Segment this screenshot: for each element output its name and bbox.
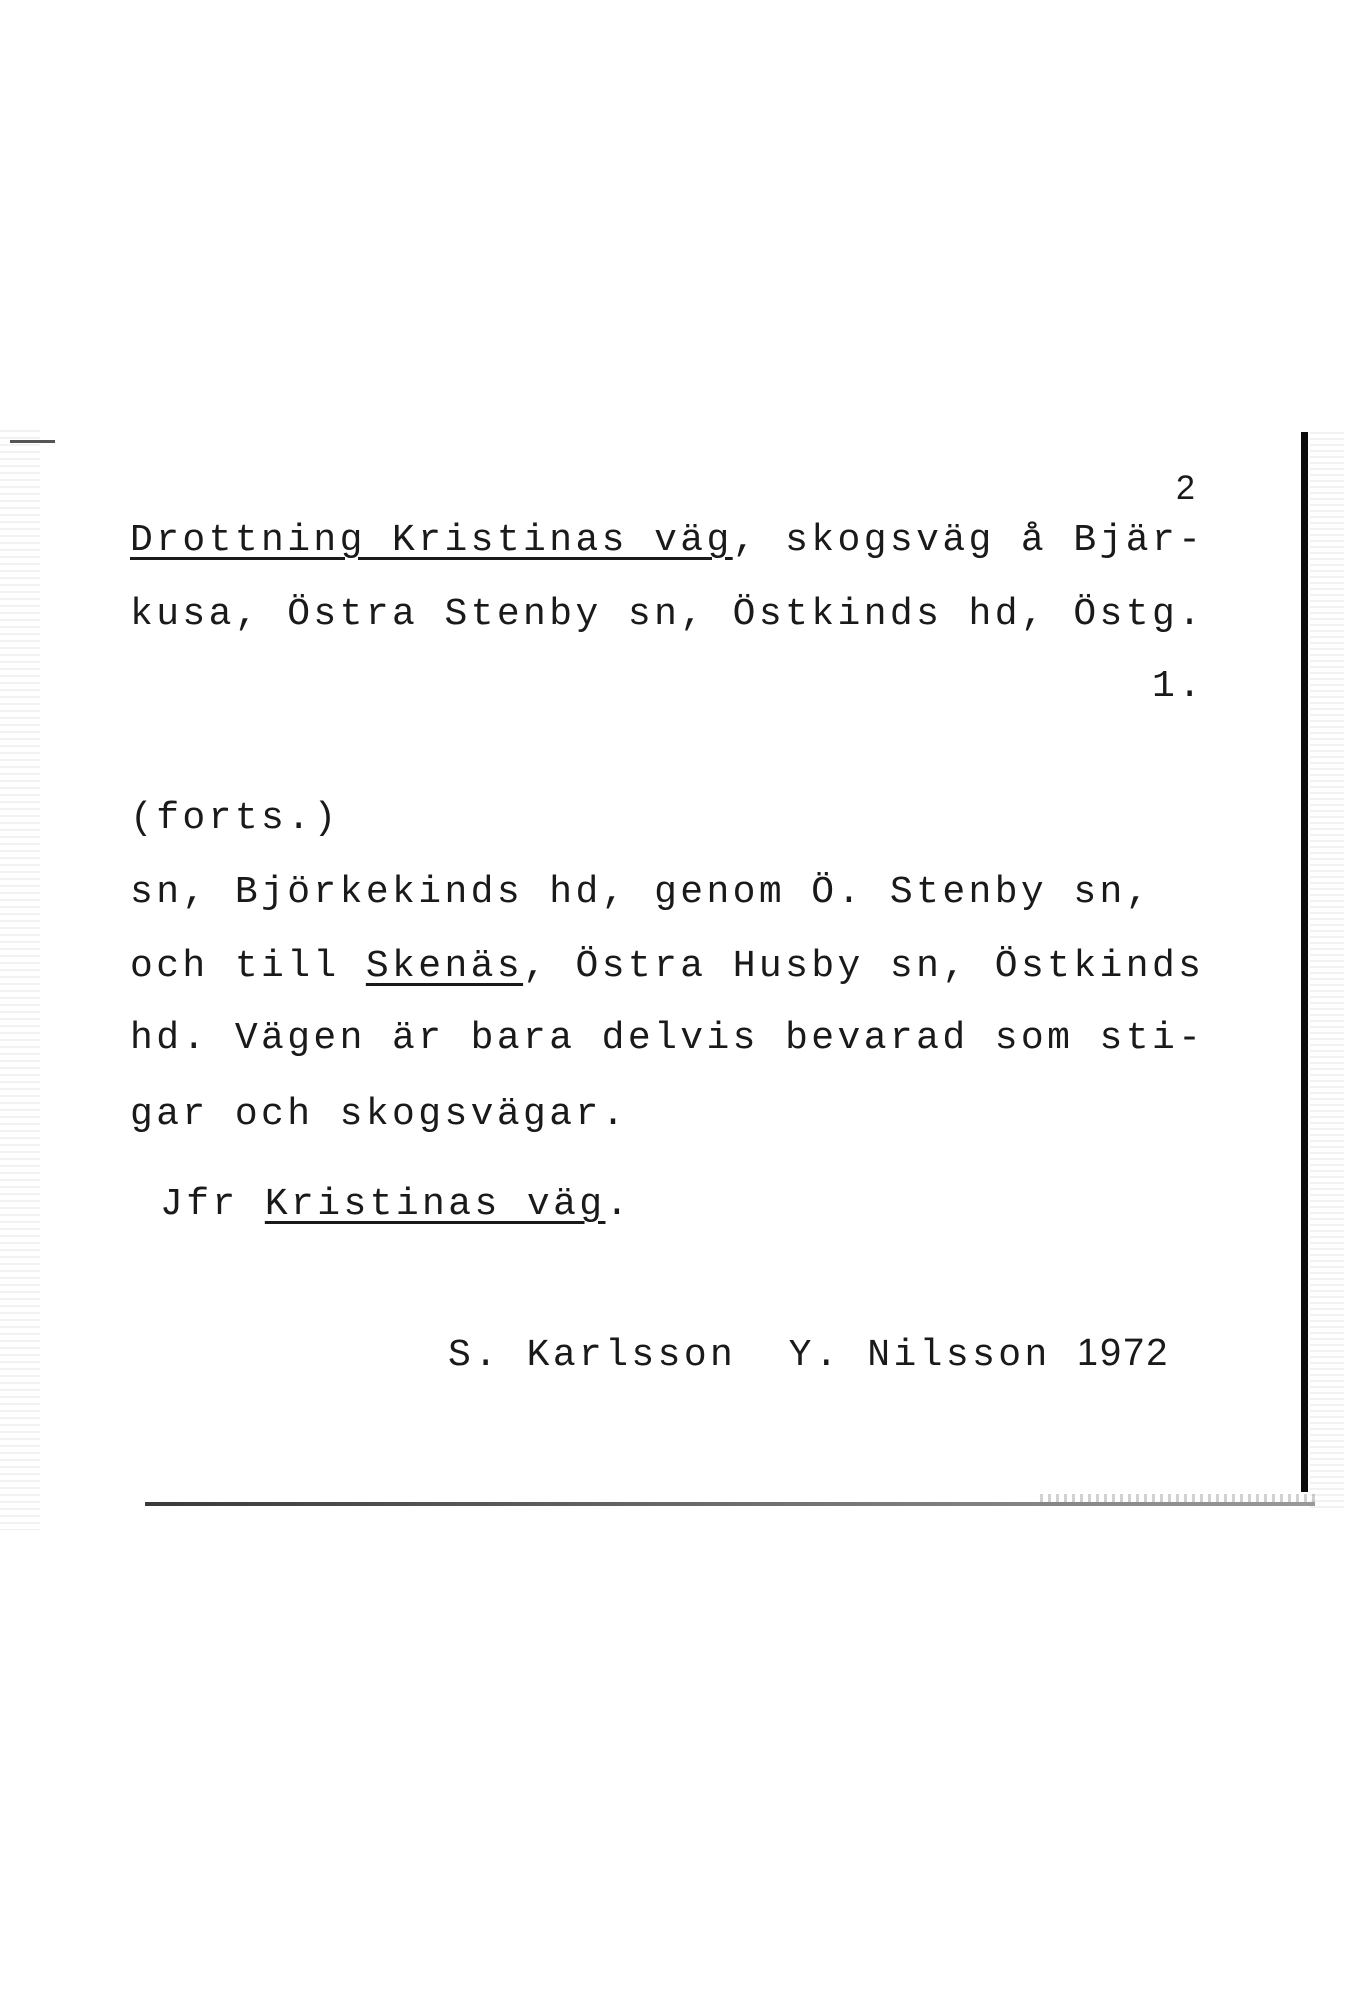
- card-bottom-border: [145, 1502, 1315, 1506]
- page-number: 2: [1176, 469, 1195, 507]
- body-line-1: (forts.): [130, 797, 340, 840]
- body-line-3: [130, 944, 1204, 990]
- cross-reference: [160, 1182, 632, 1228]
- signature-names: S. Karlsson Y. Nilsson: [448, 1334, 1077, 1377]
- place-reference-skenas: Skenäs: [365, 945, 524, 988]
- entry-header-line-3: 1.: [1152, 665, 1205, 708]
- scan-edge-left: [0, 430, 40, 1530]
- body-line-5: gar och skogsvägar.: [130, 1093, 628, 1136]
- entry-header-line-1: [130, 518, 1204, 564]
- scan-edge-bottom: [1040, 1494, 1320, 1502]
- scan-edge-right: [1310, 432, 1344, 1512]
- signature-line: [448, 1330, 1169, 1379]
- cross-reference-link: Kristinas väg: [264, 1183, 606, 1226]
- cross-reference-suffix: .: [605, 1183, 632, 1226]
- body-line-4: hd. Vägen är bara delvis bevarad som sti-: [130, 1017, 1205, 1060]
- body-line-2: sn, Björkekinds hd, genom Ö. Stenby sn,: [130, 871, 1152, 914]
- entry-title: Drottning Kristinas väg: [130, 519, 733, 562]
- body-line-3-start: och till: [130, 945, 366, 988]
- card-right-border: [1301, 432, 1308, 1492]
- entry-title-rest: , skogsväg å Bjär-: [732, 519, 1205, 562]
- body-line-3-end: , Östra Husby sn, Östkinds: [523, 945, 1205, 988]
- card-corner-mark: [10, 440, 55, 443]
- entry-header-line-2: kusa, Östra Stenby sn, Östkinds hd, Östg.: [130, 593, 1205, 636]
- signature-year: 1972: [1076, 1332, 1170, 1374]
- cross-reference-prefix: Jfr: [160, 1183, 265, 1226]
